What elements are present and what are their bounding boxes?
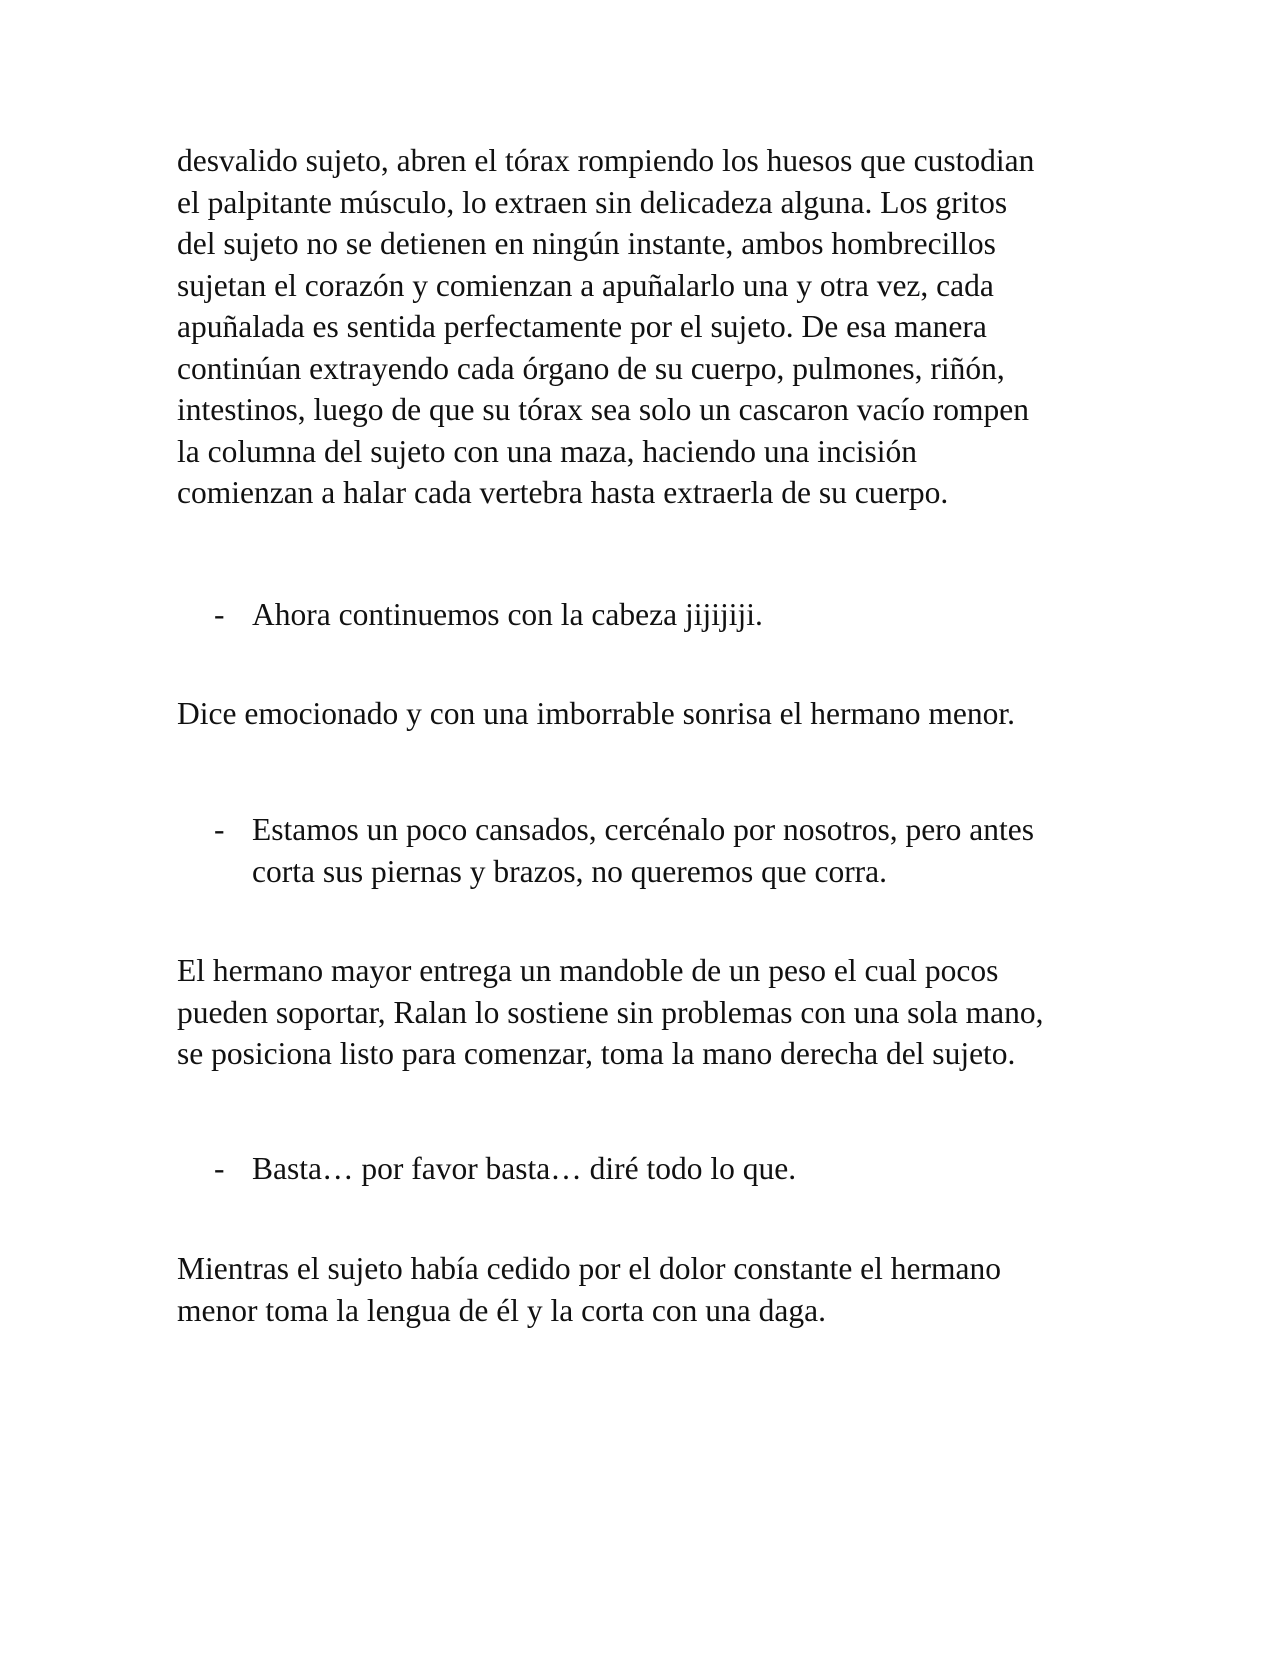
dialogue-lines — [252, 809, 1112, 892]
paragraph-line: Dice emocionado y con una imborrable sonrisa el hermano menor. — [177, 696, 1015, 731]
dialogue-dash: - — [214, 597, 225, 632]
paragraph-2 — [177, 693, 1117, 735]
dialogue-line: Estamos un poco cansados, cercénalo por nosotros, pero antes — [252, 812, 1035, 847]
paragraph-line: comienzan a halar cada vertebra hasta extraerla de su cuerpo. — [177, 475, 949, 510]
paragraph-line: el palpitante músculo, lo extraen sin delicadeza alguna. Los gritos — [177, 184, 1008, 220]
paragraph-line: desvalido sujeto, abren el tórax rompiendo los huesos que custodian — [177, 143, 1035, 178]
dialogue-line: Ahora continuemos con la cabeza jijijiji. — [252, 597, 763, 632]
paragraph-3 — [177, 950, 1117, 1075]
paragraph-line: del sujeto no se detienen en ningún instante, ambos hombrecillos — [177, 226, 996, 261]
paragraph-1 — [177, 140, 1117, 514]
paragraph-line: continúan extrayendo cada órgano de su cuerpo, pulmones, riñón, — [177, 350, 1005, 386]
paragraph-line: menor toma la lengua de él y la corta con una daga. — [177, 1292, 826, 1328]
paragraph-line: sujetan el corazón y comienzan a apuñalarlo una y otra vez, cada — [177, 267, 994, 303]
paragraph-line: El hermano mayor entrega un mandoble de un peso el cual pocos — [177, 953, 999, 988]
dialogue-line: Basta… por favor basta… diré todo lo que. — [252, 1151, 797, 1186]
paragraph-line: pueden soportar, Ralan lo sostiene sin problemas con una sola mano, — [177, 994, 1044, 1030]
paragraph-line: se posiciona listo para comenzar, toma la mano derecha del sujeto. — [177, 1036, 1016, 1071]
paragraph-line: apuñalada es sentida perfectamente por el sujeto. De esa manera — [177, 309, 987, 344]
paragraph-line: Mientras el sujeto había cedido por el dolor constante el hermano — [177, 1251, 1001, 1286]
dialogue-line: corta sus piernas y brazos, no queremos que corra. — [252, 853, 888, 889]
dialogue-dash: - — [214, 812, 225, 847]
dialogue-dash: - — [214, 1151, 225, 1186]
paragraph-line: la columna del sujeto con una maza, haciendo una incisión — [177, 433, 918, 469]
paragraph-4 — [177, 1248, 1117, 1331]
paragraph-line: intestinos, luego de que su tórax sea solo un cascaron vacío rompen — [177, 392, 1030, 427]
